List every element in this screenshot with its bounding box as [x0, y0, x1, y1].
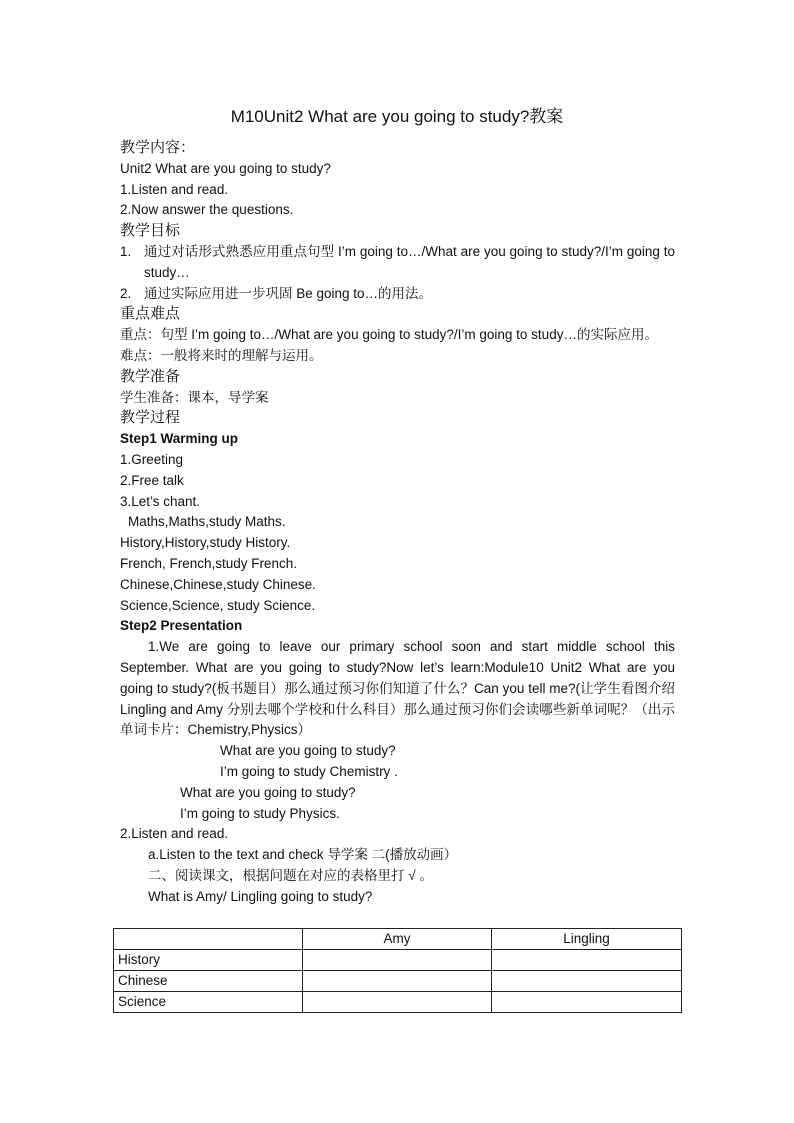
chant-line: Science,Science, study Science. [120, 597, 316, 613]
dialog-line: I’m going to study Chemistry . [220, 763, 398, 779]
subject-cell: Science [114, 992, 303, 1013]
dialog-line: What are you going to study? [180, 784, 356, 800]
table-header-cell: Amy [303, 929, 492, 950]
goal-number: 2. [120, 285, 132, 301]
table-row [114, 971, 682, 992]
chant-line: Maths,Maths,study Maths. [128, 514, 286, 530]
table-header-row [114, 929, 682, 950]
dialog-line: What are you going to study? [220, 743, 396, 759]
page-title: M10Unit2 What are you going to study?教案 [230, 107, 564, 126]
amy-cell[interactable] [303, 992, 492, 1013]
goal-item [120, 242, 675, 284]
table-header-cell [114, 929, 303, 950]
content-line: 1.Listen and read. [120, 181, 229, 197]
goals-heading: 教学目标 [120, 222, 181, 240]
content-heading: 教学内容： [120, 139, 196, 156]
dialog-line: I’m going to study Physics. [180, 805, 340, 821]
sub-a-line: a.Listen to the text and check 导学案 二(播放动画） [148, 847, 458, 863]
key-point: 重点：句型 I’m going to…/What are you going to study?/I’m going to study…的实际应用。 [120, 327, 658, 343]
step1-item: 1.Greeting [120, 451, 184, 467]
prep-text: 学生准备：课本，导学案 [120, 389, 269, 405]
prep-heading: 教学准备 [120, 367, 181, 385]
amy-cell[interactable] [303, 971, 492, 992]
step2-heading: Step2 Presentation [120, 618, 243, 634]
goal-number: 1. [120, 243, 132, 259]
answer-table [113, 928, 682, 1013]
instruction-line: 二、阅读课文，根据问题在对应的表格里打 √ 。 [148, 867, 433, 883]
chant-line: Chinese,Chinese,study Chinese. [120, 576, 316, 592]
listen-line: 2.Listen and read. [120, 826, 229, 842]
difficulty-heading: 重点难点 [120, 305, 181, 323]
amy-cell[interactable] [303, 950, 492, 971]
presentation-paragraph: 1.We are going to leave our primary school soon and start middle school this September. What are you going to study?Now let’s learn:Module10 Unit2 What are you going to study?(板书题目）那么通过预习你们知道了什么？Can you tell me?(让学生看图介绍 Lingling and Amy 分别去哪个学校和什么科目）那么通过预习你们会读哪些新单词呢？（出示单词卡片：Chemistry,Physics） [120, 639, 675, 738]
question-line: What is Amy/ Lingling going to study? [148, 888, 373, 904]
table-header-cell: Lingling [492, 929, 682, 950]
content-line: Unit2 What are you going to study? [120, 160, 331, 176]
goal-text: 通过对话形式熟悉应用重点句型 I’m going to…/What are you going to study?/I’m going to study… [144, 243, 675, 280]
subject-cell: History [114, 950, 303, 971]
table-row [114, 950, 682, 971]
difficult-point: 难点：一般将来时的理解与运用。 [120, 347, 323, 363]
step1-item: 3.Let’s chant. [120, 493, 201, 509]
subject-cell: Chinese [114, 971, 303, 992]
step1-item: 2.Free talk [120, 472, 184, 488]
table-row [114, 992, 682, 1013]
lingling-cell[interactable] [492, 950, 682, 971]
lingling-cell[interactable] [492, 971, 682, 992]
goal-text: 通过实际应用进一步巩固 Be going to…的用法。 [144, 285, 433, 301]
process-heading: 教学过程 [120, 409, 181, 427]
lingling-cell[interactable] [492, 992, 682, 1013]
step1-heading: Step1 Warming up [120, 431, 239, 447]
content-line: 2.Now answer the questions. [120, 202, 294, 218]
chant-line: French, French,study French. [120, 555, 298, 571]
goal-item [120, 284, 675, 305]
lesson-plan-body [120, 138, 675, 907]
chant-line: History,History,study History. [120, 535, 291, 551]
